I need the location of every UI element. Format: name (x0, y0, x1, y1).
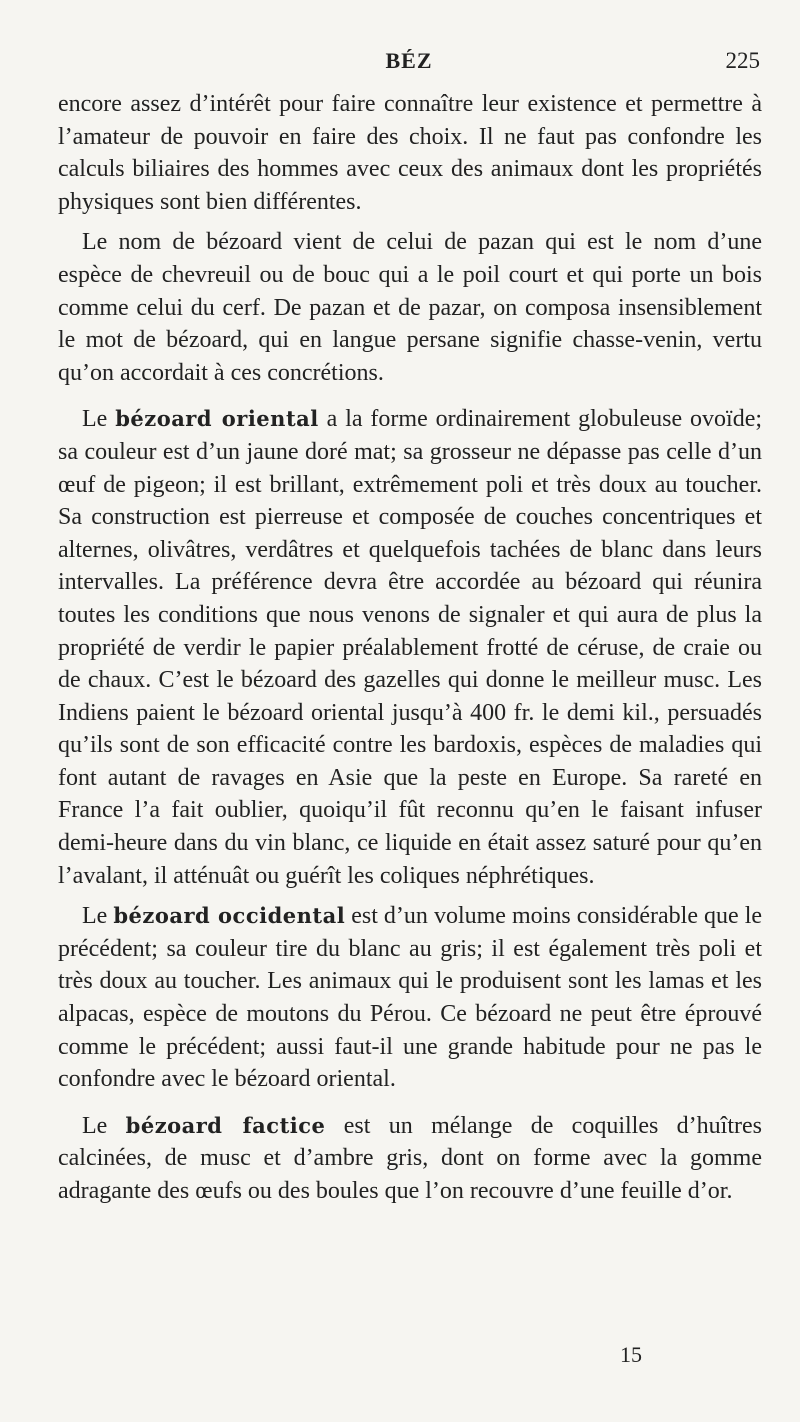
term-bezoard-factice: bézoard factice (125, 1112, 326, 1138)
running-head (58, 48, 760, 78)
paragraph-bezoard-name: Le nom de bézoard vient de celui de pazan qui est le nom d’une espèce de chevreuil ou de bouc qui a le poil court et qui porte un bois comme celui du cerf. De pazan et de pazar, on composa insensiblement le mot de bézoard, qui en langue persane signifie chasse-venin, vertu qu’on accordait à ces concrétions. (58, 229, 762, 386)
paragraph-lead: Le (82, 406, 116, 433)
paragraph-bezoard-factice (58, 1110, 762, 1208)
term-bezoard-occidental: bézoard occidental (113, 903, 346, 929)
paragraph-lead: Le (82, 903, 114, 930)
page-number: 225 (725, 48, 760, 73)
paragraph-continuation: encore assez d’intérêt pour faire connaître leur existence et permettre à l’amateur de pouvoir en faire des choix. Il ne faut pas confondre les calculs biliaires des hommes avec ceux des animaux dont les propriétés physiques sont bien différentes. (58, 91, 762, 215)
paragraph-body: est d’un volume moins considérable que le précédent; sa couleur tire du blanc au gris; il est également très poli et très doux au toucher. Les animaux qui le produisent sont les lamas et les alpacas, espèce de moutons du Pérou. Ce bézoard ne peut être éprouvé comme le précédent; aussi faut-il une grande habitude pour ne pas le confondre avec le bézoard oriental. (58, 903, 763, 1093)
paragraph-body: a la forme ordinairement globuleuse ovoïde; sa couleur est d’un jaune doré mat; sa grosseur ne dépasse pas celle d’un œuf de pigeon; il est brillant, extrêmement poli et très doux au toucher. Sa construction est pierreuse et composée de couches concentriques et alternes, olivâtres, verdâtres et quelquefois tachées de blanc dans leurs intervalles. La préférence devra être accordée au bézoard qui réunira toutes les conditions que nous venons de signaler et qui aura de plus la propriété de verdir le papier préalablement frotté de céruse, de craie ou de chaux. C’est le bézoard des gazelles qui donne le meilleur musc. Les Indiens paient le bézoard oriental jusqu’à 400 fr. le demi kil., persuadés qu’ils sont de son efficacité contre les bardoxis, espèces de maladies qui font autant de ravages en Asie que la peste en Europe. Sa rareté en France l’a fait oublier, quoiqu’il fût reconnu qu’en le faisant infuser demi-heure dans du vin blanc, ce liquide en était assez saturé pour qu’en l’avalant, il atténuât ou guérît les coliques néphrétiques. (58, 406, 763, 889)
paragraph-body: est un mélange de coquilles d’huîtres calcinées, de musc et d’ambre gris, dont on forme avec la gomme adragante des œufs ou des boules que l’on recouvre d’une feuille d’or. (58, 1112, 762, 1204)
paragraph-bezoard-occidental (58, 900, 762, 1096)
paragraph-lead: Le (82, 1112, 126, 1139)
running-title: BÉZ (385, 48, 433, 73)
paragraph-bezoard-oriental (58, 403, 762, 892)
body-text (58, 88, 762, 1216)
signature-mark: 15 (620, 1342, 642, 1367)
term-bezoard-oriental: bézoard oriental (115, 406, 319, 432)
